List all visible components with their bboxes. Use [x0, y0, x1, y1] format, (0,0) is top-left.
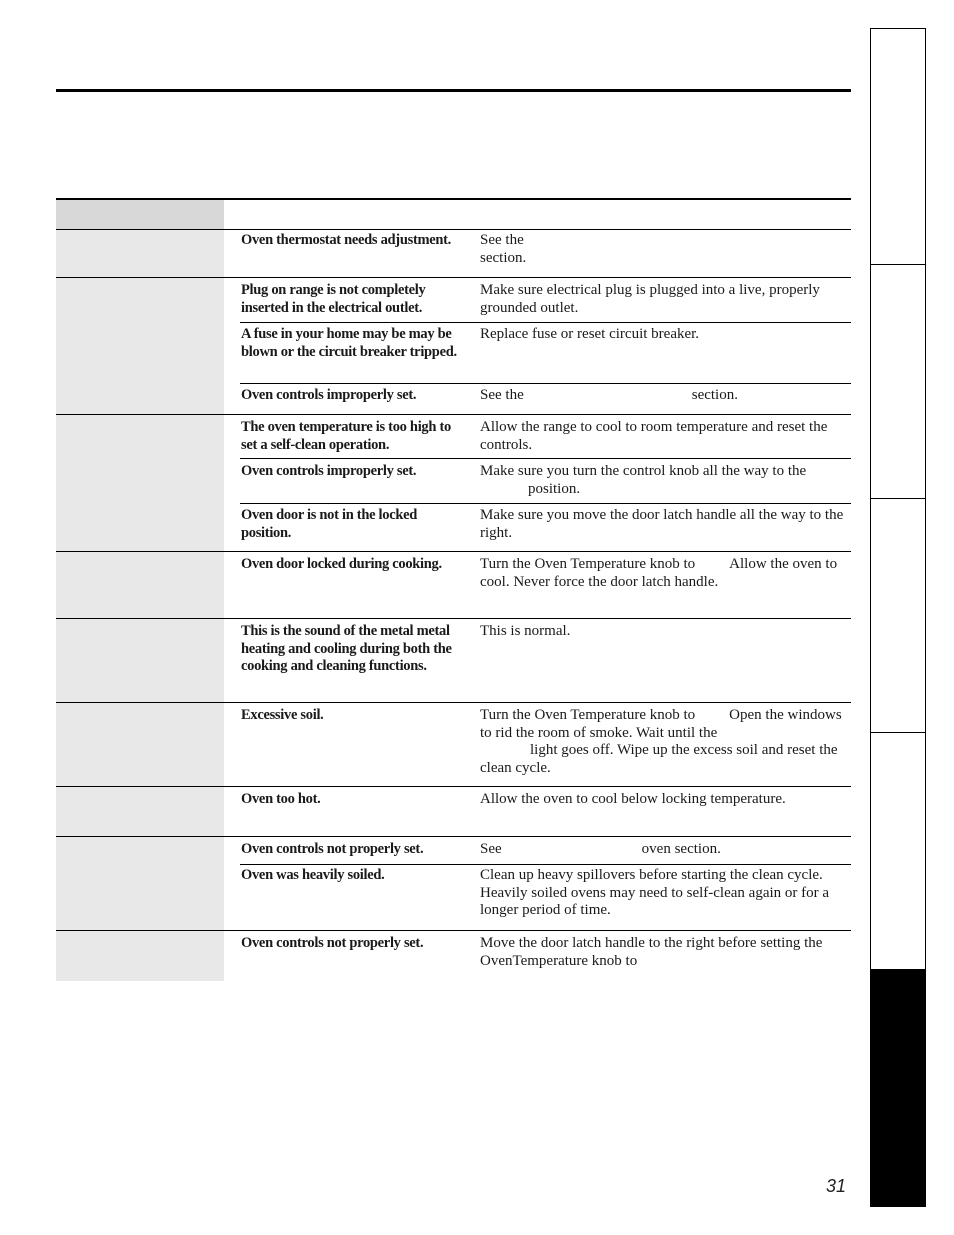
problem-cell — [56, 703, 224, 787]
problem-group — [56, 552, 851, 619]
row-divider — [240, 864, 851, 865]
problem-cell — [56, 552, 224, 619]
section-tab-troubleshooting-active[interactable] — [870, 969, 926, 1207]
cause-text: Excessive soil. — [241, 707, 324, 723]
section-tab-4[interactable] — [870, 732, 926, 970]
cause-text: Oven was heavily soiled. — [241, 867, 385, 883]
problem-cell — [56, 619, 224, 703]
fix-text: Allow the oven to cool below locking temperature. — [480, 791, 786, 807]
problem-group — [56, 837, 851, 931]
problem-group — [56, 278, 851, 415]
cause-text: Oven controls not properly set. — [241, 841, 424, 857]
fix-text: Turn the Oven Temperature knob to Allow the oven to cool. Never force the door latch handle. — [480, 556, 838, 590]
fix-text: Clean up heavy spillovers before starting the clean cycle. Heavily soiled ovens may need to self-clean again or for a longer period of time. — [480, 867, 830, 918]
header-shade — [56, 200, 224, 229]
cause-text: Oven controls not properly set. — [241, 935, 424, 951]
row-divider — [240, 458, 851, 459]
problem-group — [56, 703, 851, 787]
cause-text: Oven controls improperly set. — [241, 387, 417, 403]
cause-text: Oven too hot. — [241, 791, 321, 807]
cause-text: Oven door is not in the locked position. — [241, 507, 418, 541]
fix-text: This is normal. — [480, 623, 571, 639]
cause-text: This is the sound of the metal metal heating and cooling during both the cooking and cleaning functions. — [241, 623, 452, 674]
page-number: 31 — [826, 1176, 847, 1196]
top-rule — [56, 89, 851, 92]
fix-text: Move the door latch handle to the right before setting the OvenTemperature knob to — [480, 935, 823, 969]
cause-text: The oven temperature is too high to set a self-clean operation. — [241, 419, 451, 453]
fix-text: Make sure you turn the control knob all the way to the position. — [480, 463, 807, 497]
problem-cell — [56, 415, 224, 552]
section-tab-1[interactable] — [870, 28, 926, 265]
troubleshooting-table — [56, 198, 851, 981]
problem-group — [56, 619, 851, 703]
fix-text: Make sure you move the door latch handle all the way to the right. — [480, 507, 844, 541]
cause-text: Oven door locked during cooking. — [241, 556, 442, 572]
fix-text: Turn the Oven Temperature knob to Open the windows to rid the room of smoke. Wait until the light goes off. Wipe up the excess soil and reset the clean cycle. — [480, 707, 842, 776]
cause-text: Plug on range is not completely inserted in the electrical outlet. — [241, 282, 426, 316]
fix-text: See the section. — [480, 232, 527, 266]
row-divider — [240, 322, 851, 323]
fix-text: Replace fuse or reset circuit breaker. — [480, 326, 700, 342]
table-header — [56, 200, 851, 230]
problem-group — [56, 230, 851, 278]
cause-text: A fuse in your home may be may be blown or the circuit breaker tripped. — [241, 326, 457, 360]
row-divider — [240, 383, 851, 384]
problem-group — [56, 415, 851, 552]
problem-cell — [56, 230, 224, 278]
problem-cell — [56, 278, 224, 415]
cause-text: Oven thermostat needs adjustment. — [241, 232, 452, 248]
cause-text: Oven controls improperly set. — [241, 463, 417, 479]
fix-text: See oven section. — [480, 841, 721, 857]
problem-group — [56, 931, 851, 981]
problem-group — [56, 787, 851, 837]
section-tab-3[interactable] — [870, 498, 926, 733]
problem-cell — [56, 837, 224, 931]
section-tab-2[interactable] — [870, 264, 926, 499]
problem-cell — [56, 787, 224, 837]
row-divider — [240, 503, 851, 504]
fix-text: Allow the range to cool to room temperature and reset the controls. — [480, 419, 828, 453]
fix-text: See the section. — [480, 387, 738, 403]
problem-cell — [56, 931, 224, 981]
fix-text: Make sure electrical plug is plugged into a live, properly grounded outlet. — [480, 282, 820, 316]
